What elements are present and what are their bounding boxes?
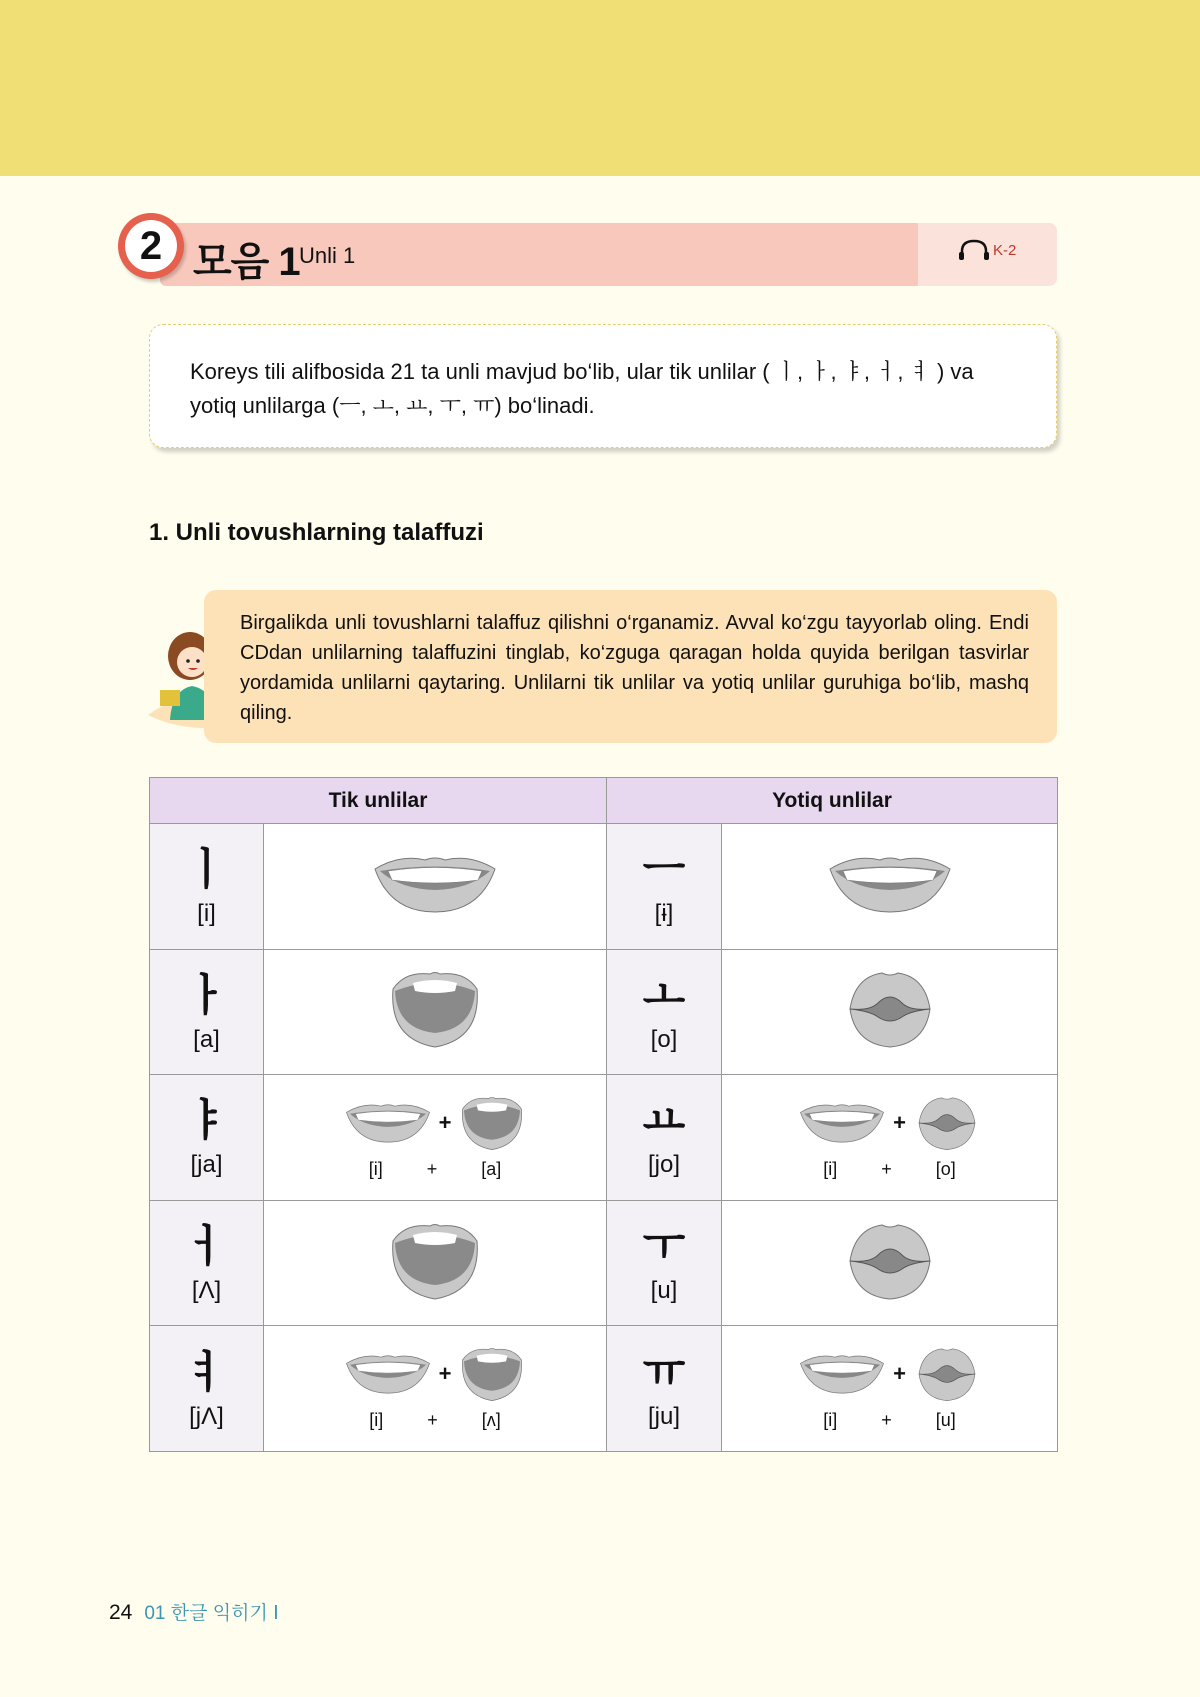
vowel-letter: ㅛ [642, 1096, 686, 1146]
vowel-ipa: [ju] [647, 1402, 680, 1430]
vowel-letter: ㅣ [185, 845, 228, 895]
intro-box: Koreys tili alifbosida 21 ta unli mavjud bo‘lib, ular tik unlilar ( ㅣ, ㅏ, ㅑ, ㅓ, ㅕ ) va yotiq unlilarga (ㅡ, ㅗ, ㅛ, ㅜ, ㅠ) bo‘linadi. [149, 324, 1057, 448]
mouth-smile-icon [825, 854, 955, 914]
plus-sign: + [893, 1361, 906, 1387]
combo-label: [u] [935, 1410, 956, 1431]
vowel-cell [150, 1075, 264, 1201]
plus-sign: + [893, 1109, 906, 1135]
mouth-round-icon [912, 1346, 982, 1402]
mouth-smile-icon [797, 1353, 887, 1395]
table-row [150, 824, 1058, 950]
vowel-cell [150, 824, 264, 950]
audio-track-button[interactable] [957, 239, 1016, 261]
mouth-cell [722, 1326, 1058, 1452]
vowel-ipa: [o] [650, 1025, 678, 1053]
mouth-smile-icon [343, 1353, 433, 1395]
combo-label: [i] [369, 1410, 384, 1431]
plus-sign: + [438, 1109, 452, 1135]
audio-track-label: K-2 [993, 241, 1017, 259]
vowel-cell [607, 1326, 722, 1452]
mouth-open-icon [457, 1346, 527, 1402]
table-row [150, 949, 1058, 1075]
section-number-badge [118, 213, 184, 279]
mouth-cell [722, 949, 1058, 1075]
section-heading: 1. Unli tovushlarning talaffuzi [149, 519, 484, 546]
combo-label: [a] [481, 1158, 502, 1179]
vowel-letter: ㅗ [642, 970, 686, 1020]
vowel-ipa: [jΛ] [189, 1402, 224, 1430]
mouth-cell [722, 824, 1058, 950]
vowel-table [149, 777, 1058, 1452]
header-vertical-vowels: Tik unlilar [150, 778, 607, 824]
mouth-round-icon [840, 1221, 940, 1301]
vowel-ipa: [ja] [190, 1151, 223, 1179]
mouth-cell [722, 1075, 1058, 1201]
title-korean: 모음 1 [193, 240, 300, 284]
vowel-ipa: [u] [650, 1277, 678, 1305]
table-row [150, 1200, 1058, 1326]
footer [109, 1598, 279, 1625]
mouth-smile-icon [797, 1102, 887, 1144]
table-row [150, 1326, 1058, 1452]
combo-plus: + [426, 1158, 438, 1179]
vowel-cell [150, 1200, 264, 1326]
vowel-letter: ㅜ [642, 1222, 686, 1272]
page-number: 24 [109, 1601, 133, 1624]
mouth-cell [264, 949, 607, 1075]
mouth-open-icon [385, 969, 485, 1049]
vowel-cell [607, 949, 722, 1075]
vowel-letter: ㅏ [185, 970, 228, 1020]
combo-plus: + [881, 1410, 892, 1431]
mouth-cell [264, 1075, 607, 1201]
table-row [150, 1075, 1058, 1201]
mouth-round-icon [840, 969, 940, 1049]
mouth-smile-icon [343, 1102, 433, 1144]
header-horizontal-vowels: Yotiq unlilar [607, 778, 1058, 824]
title-uzbek: Unli 1 [299, 243, 356, 268]
vowel-letter: ㅓ [185, 1222, 228, 1272]
top-band [0, 0, 1200, 176]
vowel-ipa: [ɨ] [654, 900, 674, 928]
mouth-cell [264, 1200, 607, 1326]
combo-label: [i] [823, 1158, 838, 1179]
vowel-cell [607, 1075, 722, 1201]
combo-plus: + [427, 1410, 438, 1431]
vowel-cell [150, 949, 264, 1075]
mouth-smile-icon [370, 854, 500, 914]
mouth-open-icon [385, 1221, 485, 1301]
vowel-letter: ㅕ [185, 1347, 228, 1397]
vowel-letter: ㅑ [185, 1096, 228, 1146]
vowel-letter: ㅠ [642, 1347, 686, 1397]
chapter-title: 01 한글 익히기 Ⅰ [144, 1603, 279, 1624]
instruction-box: Birgalikda unli tovushlarni talaffuz qilishni o‘rganamiz. Avval ko‘zgu tayyorlab oling. Endi CDdan unlilarning talaffuzini tinglab, ko‘zguga qaragan holda quyida berilgan tasvirlar yordamida unlilarni qaytaring. Unlilarni tik unlilar va yotiq unlilar guruhiga bo‘lib, mashq qiling. [204, 590, 1057, 743]
mouth-cell [722, 1200, 1058, 1326]
combo-plus: + [881, 1158, 892, 1179]
mouth-round-icon [912, 1095, 982, 1151]
vowel-ipa: [a] [193, 1025, 220, 1053]
vowel-ipa: [i] [197, 900, 216, 928]
combo-label: [o] [935, 1158, 956, 1179]
vowel-ipa: [jo] [647, 1151, 680, 1179]
vowel-cell [150, 1326, 264, 1452]
combo-label: [i] [823, 1410, 838, 1431]
plus-sign: + [438, 1361, 452, 1387]
vowel-letter: ㅡ [642, 845, 686, 895]
headphones-icon [957, 239, 991, 261]
combo-label: [ʌ] [481, 1410, 501, 1431]
mouth-cell [264, 824, 607, 950]
vowel-ipa: [Λ] [191, 1277, 222, 1305]
vowel-cell [607, 1200, 722, 1326]
mouth-open-icon [457, 1095, 527, 1151]
vowel-cell [607, 824, 722, 950]
combo-label: [i] [368, 1158, 383, 1179]
mouth-cell [264, 1326, 607, 1452]
section-number: 2 [125, 220, 177, 272]
